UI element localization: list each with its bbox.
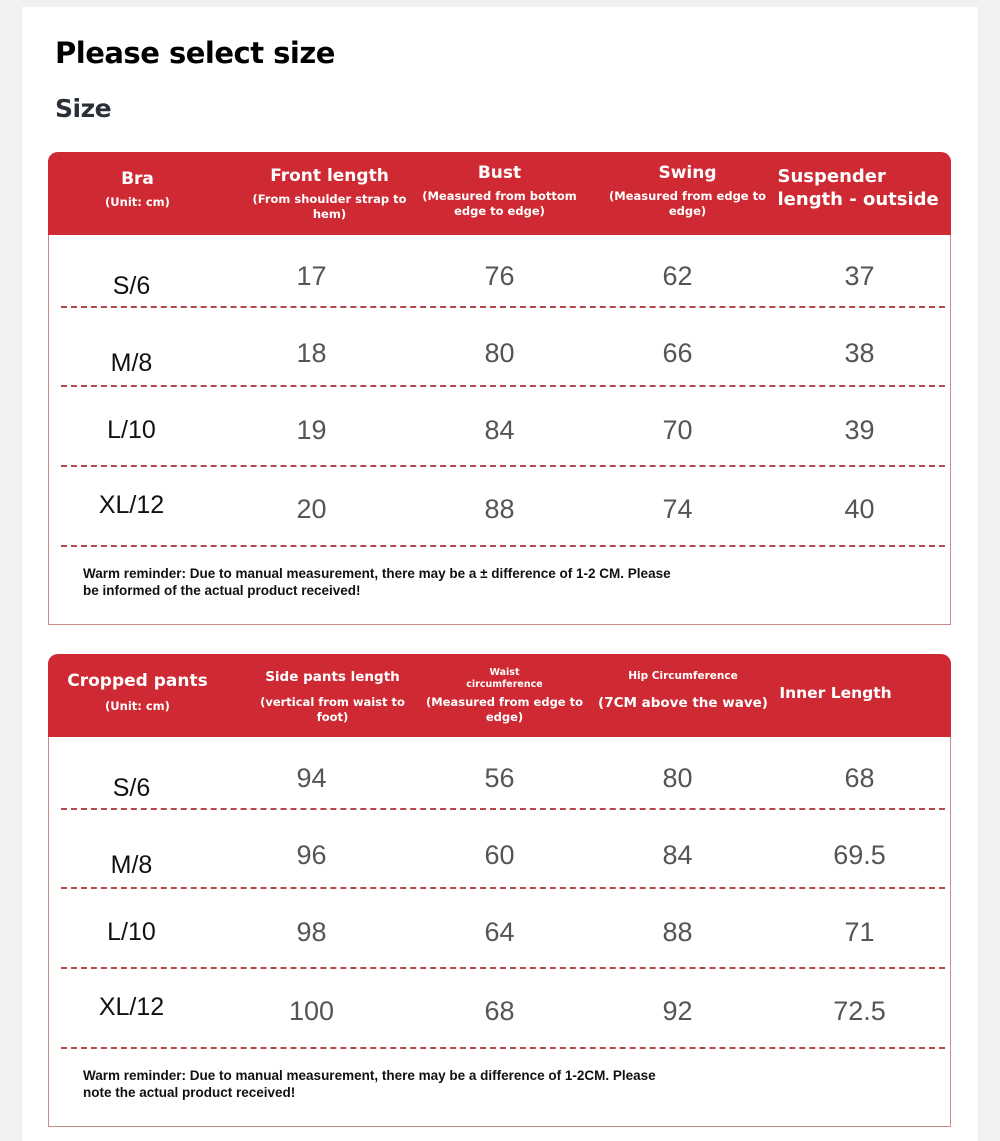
value-cell: 98 [296, 917, 327, 947]
header-label: Hip Circumference [628, 670, 738, 682]
value-cell: 38 [844, 338, 875, 368]
row-divider [61, 385, 945, 387]
header-side-pants-length [248, 654, 418, 737]
value-cell: 64 [484, 917, 515, 947]
table-row [49, 969, 949, 1046]
value-cell: 71 [844, 917, 875, 947]
bra-table-header [48, 152, 951, 235]
size-label: L/10 [107, 918, 156, 946]
table-row [49, 740, 949, 817]
value-cell: 80 [662, 763, 693, 793]
value-cell: 100 [288, 996, 335, 1026]
value-cell: 37 [844, 261, 875, 291]
value-cell: 88 [662, 917, 693, 947]
header-bra [48, 152, 228, 235]
value-cell: 62 [662, 261, 693, 291]
header-label: Front length [270, 165, 389, 186]
value-cell: 96 [296, 840, 327, 870]
row-divider [61, 1047, 945, 1049]
value-cell: 39 [844, 415, 875, 445]
value-cell: 94 [296, 763, 327, 793]
row-divider [61, 306, 945, 308]
header-cropped-pants [48, 654, 228, 737]
header-suspender-length [778, 152, 948, 235]
value-cell: 60 [484, 840, 515, 870]
header-sublabel: (Measured from bottom edge to edge) [422, 188, 577, 218]
header-label: Side pants length [265, 668, 400, 685]
value-cell: 18 [296, 338, 327, 368]
header-sublabel: (Measured from edge to edge) [425, 694, 584, 724]
table-row [49, 467, 949, 544]
size-label: S/6 [112, 272, 151, 300]
value-cell: 66 [662, 338, 693, 368]
value-cell: 20 [296, 494, 327, 524]
value-cell: 88 [484, 494, 515, 524]
row-divider [61, 808, 945, 810]
value-cell: 56 [484, 763, 515, 793]
header-label: Cropped pants [67, 671, 208, 691]
value-cell: 19 [296, 415, 327, 445]
value-cell: 76 [484, 261, 515, 291]
bra-size-table [48, 152, 951, 625]
header-label: Suspender length - outside [777, 165, 939, 210]
table-row [49, 894, 949, 971]
value-cell: 74 [662, 494, 693, 524]
size-label: XL/12 [98, 491, 165, 519]
value-cell: 69.5 [833, 840, 886, 870]
size-label: XL/12 [98, 993, 165, 1021]
warm-reminder-note: Warm reminder: Due to manual measurement, there may be a difference of 1-2CM. Please note the actual product received! [83, 1068, 656, 1100]
header-sublabel: (Measured from edge to edge) [608, 188, 767, 218]
header-front-length [240, 152, 420, 235]
value-cell: 70 [662, 415, 693, 445]
table-row [49, 817, 949, 894]
page-title: Please select size [55, 36, 335, 70]
row-divider [61, 545, 945, 547]
header-waist-circumference [423, 654, 587, 737]
value-cell: 40 [844, 494, 875, 524]
value-cell: 84 [484, 415, 515, 445]
table-row [49, 238, 949, 315]
header-sublabel: (Unit: cm) [105, 195, 170, 209]
header-hip-circumference [596, 654, 771, 737]
table-row [49, 315, 949, 392]
size-label: M/8 [110, 349, 153, 377]
header-sublabel: (7CM above the wave) [598, 695, 768, 711]
value-cell: 72.5 [833, 996, 886, 1026]
header-sublabel: (vertical from waist to foot) [260, 694, 405, 724]
table-row [49, 392, 949, 469]
header-inner-length [776, 654, 896, 737]
size-label: S/6 [112, 774, 151, 802]
header-label: Waist circumference [466, 666, 543, 690]
header-sublabel: (Unit: cm) [105, 699, 170, 713]
header-bust [418, 152, 582, 235]
header-sublabel: (From shoulder strap to hem) [252, 191, 407, 221]
value-cell: 68 [844, 763, 875, 793]
header-label: Bra [121, 169, 154, 189]
value-cell: 92 [662, 996, 693, 1026]
header-label: Bust [477, 162, 522, 183]
warm-reminder-note: Warm reminder: Due to manual measurement, there may be a ± difference of 1-2 CM. Please be informed of the actual product received! [83, 566, 671, 598]
row-divider [61, 887, 945, 889]
size-label: M/8 [110, 851, 153, 879]
value-cell: 80 [484, 338, 515, 368]
section-subtitle: Size [55, 94, 112, 123]
size-label: L/10 [107, 416, 156, 444]
pants-table-header [48, 654, 951, 737]
value-cell: 17 [296, 261, 327, 291]
value-cell: 68 [484, 996, 515, 1026]
value-cell: 84 [662, 840, 693, 870]
header-label: Inner Length [779, 683, 892, 702]
pants-size-table [48, 654, 951, 1127]
header-swing [604, 152, 772, 235]
header-label: Swing [658, 162, 717, 183]
